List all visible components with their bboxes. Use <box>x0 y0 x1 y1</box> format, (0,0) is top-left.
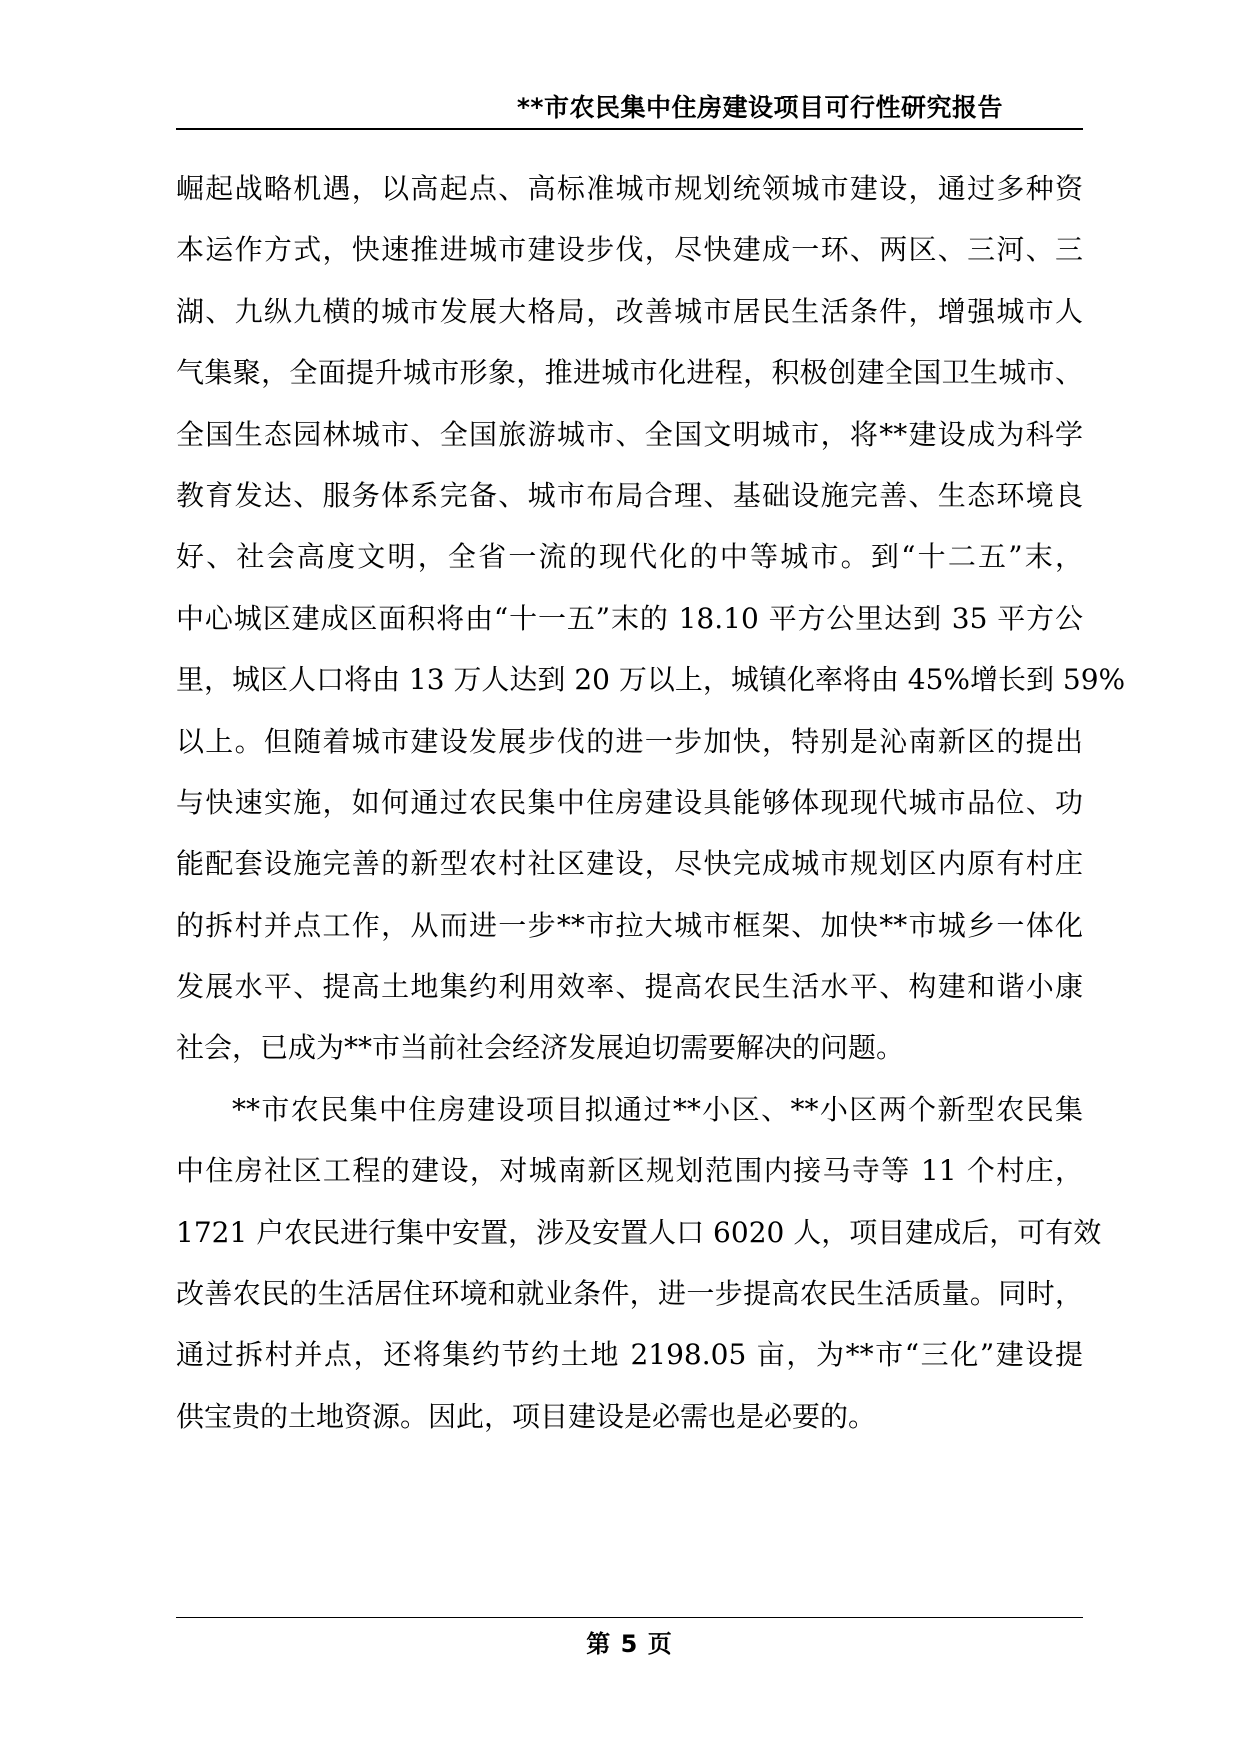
text-line: 里，城区人口将由 13 万人达到 20 万以上，城镇化率将由 45%增长到 59% <box>176 663 1126 697</box>
report-title: **市农民集中住房建设项目可行性研究报告 <box>516 93 1003 122</box>
page-footer <box>176 1617 1083 1659</box>
text-line: 通过拆村并点，还将集约节约土地 2198.05 亩，为**市“三化”建设提 <box>176 1338 1083 1372</box>
text-line: 本运作方式，快速推进城市建设步伐，尽快建成一环、两区、三河、三 <box>176 233 1083 267</box>
text-line: 好、社会高度文明，全省一流的现代化的中等城市。到“十二五”末， <box>176 540 1083 574</box>
text-line: 中心城区建成区面积将由“十一五”末的 18.10 平方公里达到 35 平方公 <box>176 601 1083 635</box>
body-text <box>176 158 1126 1447</box>
text-line: 1721 户农民进行集中安置，涉及安置人口 6020 人，项目建成后，可有效 <box>176 1215 1102 1249</box>
text-line: **市农民集中住房建设项目拟通过**小区、**小区两个新型农民集 <box>232 1092 1083 1126</box>
text-line: 的拆村并点工作，从而进一步**市拉大城市框架、加快**市城乡一体化 <box>176 908 1083 942</box>
paragraph-2 <box>176 1079 1102 1447</box>
paragraph-1 <box>176 158 1126 1079</box>
page-number: 第 5 页 <box>586 1630 673 1658</box>
text-line: 改善农民的生活居住环境和就业条件，进一步提高农民生活质量。同时， <box>176 1277 1083 1311</box>
text-line: 以上。但随着城市建设发展步伐的进一步加快，特别是沁南新区的提出 <box>176 724 1083 758</box>
text-line: 湖、九纵九横的城市发展大格局，改善城市居民生活条件，增强城市人 <box>176 294 1083 328</box>
text-line: 社会，已成为**市当前社会经济发展迫切需要解决的问题。 <box>176 1031 905 1065</box>
text-line: 中住房社区工程的建设，对城南新区规划范围内接马寺等 11 个村庄， <box>176 1154 1083 1188</box>
text-line: 崛起战略机遇，以高起点、高标准城市规划统领城市建设，通过多种资 <box>176 172 1083 205</box>
text-line: 气集聚，全面提升城市形象，推进城市化进程，积极创建全国卫生城市、 <box>176 356 1083 390</box>
text-line: 发展水平、提高土地集约利用效率、提高农民生活水平、构建和谐小康 <box>176 970 1083 1004</box>
text-line: 全国生态园林城市、全国旅游城市、全国文明城市，将**建设成为科学 <box>176 417 1083 451</box>
text-line: 与快速实施，如何通过农民集中住房建设具能够体现现代城市品位、功 <box>176 785 1083 819</box>
text-line: 供宝贵的土地资源。因此，项目建设是必需也是必要的。 <box>176 1399 877 1433</box>
text-line: 教育发达、服务体系完备、城市布局合理、基础设施完善、生态环境良 <box>176 478 1083 512</box>
page-header <box>176 86 1083 130</box>
text-line: 能配套设施完善的新型农村社区建设，尽快完成城市规划区内原有村庄 <box>176 847 1083 881</box>
